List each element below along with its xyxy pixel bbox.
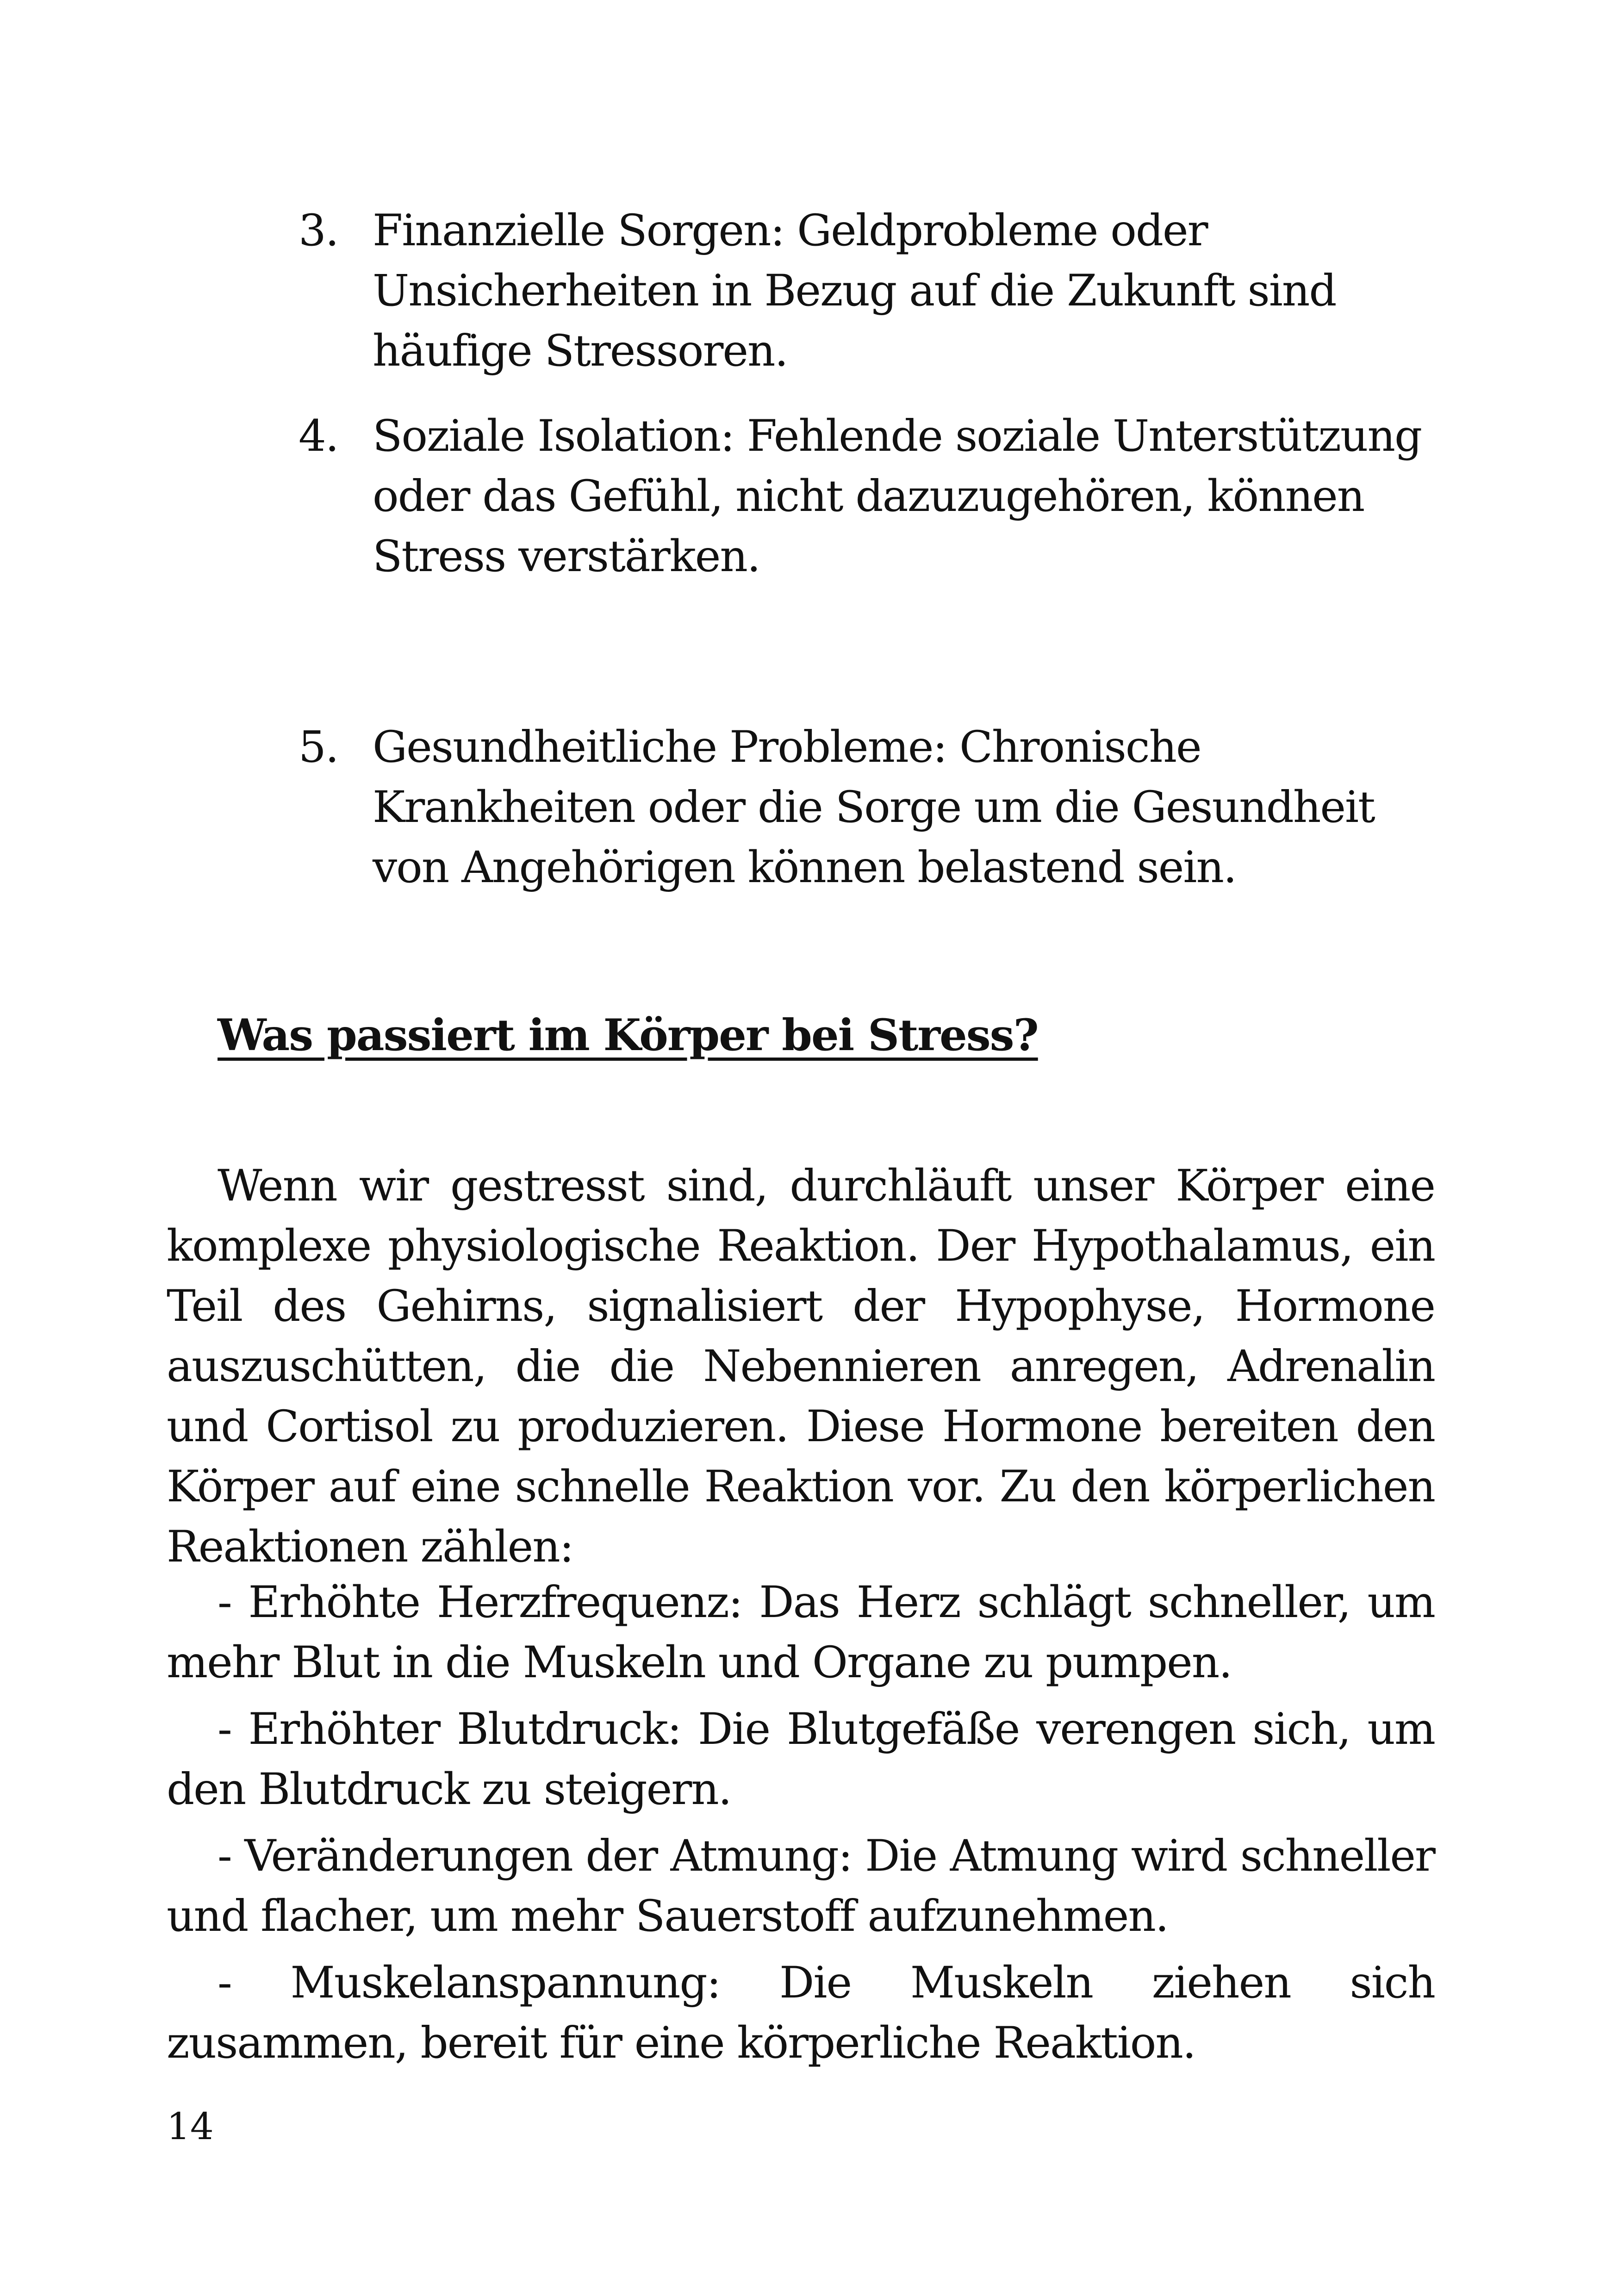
intro-paragraph: Wenn wir gestresst sind, durchläuft unser Körper eine komplexe physiologische Reaktion. Der Hypothalamus, ein Teil des Gehirns, signalisiert der Hypophyse, Hormone auszuschütten, die die Nebennieren anregen, Adrenalin und Cortisol zu produzieren. Diese Hormone bereiten den Körper auf eine schnelle Reaktion vor. Zu den körperlichen Reaktionen zählen: <box>167 1161 1435 1572</box>
reaction-paragraph: - Muskelanspannung: Die Muskeln ziehen sich zusammen, bereit für eine körperliche Reaktion. <box>167 1958 1435 2068</box>
reaction-paragraph: - Veränderungen der Atmung: Die Atmung wird schneller und flacher, um mehr Sauerstoff aufzunehmen. <box>167 1831 1435 1941</box>
list-item-text: Soziale Isolation: Fehlende soziale Unterstützung oder das Gefühl, nicht dazuzugehören, können Stress verstärken. <box>373 411 1422 582</box>
list-item <box>299 201 1446 381</box>
list-item-number: 5. <box>299 722 338 772</box>
page-number: 14 <box>167 2105 214 2148</box>
list-item-number: 4. <box>299 411 338 461</box>
list-item <box>299 406 1446 587</box>
reaction-paragraph: - Erhöhter Blutdruck: Die Blutgefäße verengen sich, um den Blutdruck zu steigern. <box>167 1704 1435 1815</box>
list-item-text: Gesundheitliche Probleme: Chronische Krankheiten oder die Sorge um die Gesundheit von Angehörigen können belastend sein. <box>373 722 1375 893</box>
reaction-paragraph: - Erhöhte Herzfrequenz: Das Herz schlägt schneller, um mehr Blut in die Muskeln und Organe zu pumpen. <box>167 1577 1435 1688</box>
section-heading: Was passiert im Körper bei Stress? <box>218 1010 1038 1061</box>
list-item <box>299 717 1446 898</box>
list-item-number: 3. <box>299 205 338 256</box>
list-item-text: Finanzielle Sorgen: Geldprobleme oder Unsicherheiten in Bezug auf die Zukunft sind häufige Stressoren. <box>373 205 1336 376</box>
